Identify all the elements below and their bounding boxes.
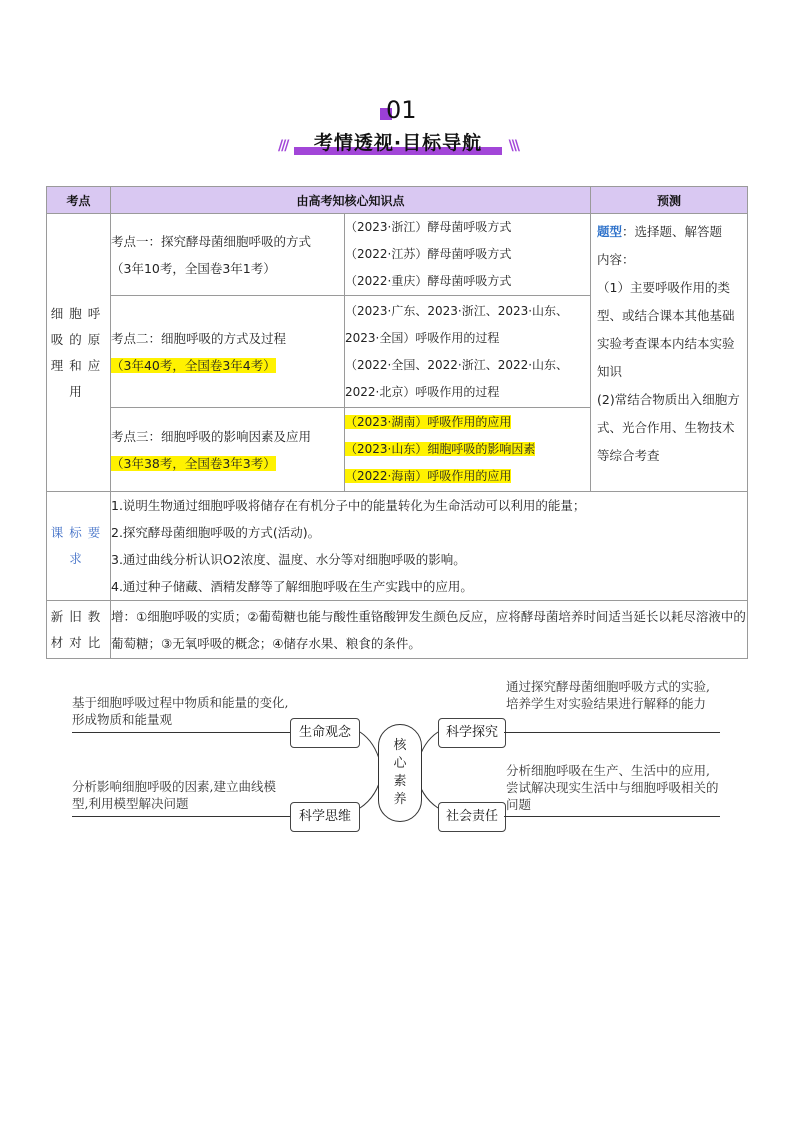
source-item: （2023·山东）细胞呼吸的影响因素 xyxy=(345,442,536,456)
table-row xyxy=(47,492,748,601)
exam-point-count: （3年10考，全国卷3年1考） xyxy=(111,260,276,276)
source-list-3 xyxy=(345,408,591,492)
scientific-thinking-text: 分析影响细胞呼吸的因素,建立曲线模型,利用模型解决问题 xyxy=(72,779,276,811)
scientific-thinking-box: 科学思维 xyxy=(290,802,360,832)
compare-cell xyxy=(111,601,748,659)
main-topic-cell: 细胞呼吸的原理和应用 xyxy=(47,214,111,492)
exam-point-title: 考点一：探究酵母菌细胞呼吸的方式 xyxy=(111,233,312,249)
header-exam-point: 考点 xyxy=(47,187,111,214)
exam-point-2 xyxy=(111,296,345,408)
header-prediction: 预测 xyxy=(591,187,748,214)
scientific-inquiry-line xyxy=(504,732,720,733)
social-responsibility-box: 社会责任 xyxy=(438,802,506,832)
scientific-inquiry-box: 科学探究 xyxy=(438,718,506,748)
header-knowledge: 由高考知核心知识点 xyxy=(111,187,591,214)
compare-label: 新旧教材对比 xyxy=(47,601,111,659)
exam-point-1 xyxy=(111,214,345,296)
table-row xyxy=(47,601,748,659)
life-concept-text: 基于细胞呼吸过程中物质和能量的变化,形成物质和能量观 xyxy=(72,695,289,727)
source-list-1 xyxy=(345,214,591,296)
source-item: （2022·重庆）酵母菌呼吸方式 xyxy=(345,274,512,288)
standard-item: 3.通过曲线分析认识O2浓度、温度、水分等对细胞呼吸的影响。 xyxy=(111,552,466,567)
table-header-row xyxy=(47,187,748,214)
content-label: 内容： xyxy=(597,252,635,267)
standards-cell xyxy=(111,492,748,601)
prediction-item-2: (2)常结合物质出入细胞方式、光合作用、生物技术等综合考查 xyxy=(597,392,740,463)
social-responsibility-line xyxy=(504,816,720,817)
type-value: ：选择题、解答题 xyxy=(622,224,723,239)
source-item: （2023·湖南）呼吸作用的应用 xyxy=(345,415,512,429)
source-item: （2022·海南）呼吸作用的应用 xyxy=(345,469,512,483)
exam-point-title: 考点二：细胞呼吸的方式及过程 xyxy=(111,330,287,346)
scientific-inquiry-text: 通过探究酵母菌细胞呼吸方式的实验,培养学生对实验结果进行解释的能力 xyxy=(506,679,710,711)
section-title-block xyxy=(278,128,518,158)
exam-point-title: 考点三：细胞呼吸的影响因素及应用 xyxy=(111,428,312,444)
prediction-item-1: （1）主要呼吸作用的类型、或结合课本其他基础实验考查课本内结本实验知识 xyxy=(597,280,735,379)
life-concept-line xyxy=(72,732,292,733)
table-row xyxy=(47,214,748,296)
standard-label: 课标要求 xyxy=(47,492,111,601)
scientific-thinking-line xyxy=(72,816,292,817)
section-title: 考情透视·目标导航 xyxy=(313,132,483,154)
standard-item: 4.通过种子储藏、酒精发酵等了解细胞呼吸在生产实践中的应用。 xyxy=(111,579,473,594)
core-literacy-label: 核心素养 xyxy=(393,738,407,807)
exam-point-count: （3年38考，全国卷3年3考） xyxy=(111,455,276,471)
compare-text: 增：①细胞呼吸的实质；②葡萄糖也能与酸性重铬酸钾发生颜色反应，应将酵母菌培养时间适当延长以耗尽溶液中的葡萄糖；③无氧呼吸的概念；④储存水果、粮食的条件。 xyxy=(111,608,746,651)
type-label: 题型 xyxy=(597,224,623,239)
source-item: （2023·浙江）酵母菌呼吸方式 xyxy=(345,220,512,234)
left-slashes: /// xyxy=(278,138,288,154)
standard-item: 1.说明生物通过细胞呼吸将储存在有机分子中的能量转化为生命活动可以利用的能量； xyxy=(111,498,586,513)
exam-point-count: （3年40考，全国卷3年4考） xyxy=(111,357,276,373)
source-item: （2023·广东、2023·浙江、2023·山东、2023·全国）呼吸作用的过程 xyxy=(345,303,569,345)
right-slashes: \\\ xyxy=(508,138,518,154)
standard-item: 2.探究酵母菌细胞呼吸的方式(活动)。 xyxy=(111,525,321,540)
exam-point-3 xyxy=(111,408,345,492)
social-responsibility-text: 分析细胞呼吸在生产、生活中的应用,尝试解决现实生活中与细胞呼吸相关的问题 xyxy=(506,763,719,812)
prediction-cell xyxy=(591,214,748,492)
section-number xyxy=(380,96,440,126)
source-item: （2022·全国、2022·浙江、2022·山东、2022·北京）呼吸作用的过程 xyxy=(345,357,569,399)
source-item: （2022·江苏）酵母菌呼吸方式 xyxy=(345,247,512,261)
source-list-2 xyxy=(345,296,591,408)
section-number-text: 01 xyxy=(386,96,417,124)
core-literacy-diagram xyxy=(60,674,740,844)
life-concept-box: 生命观念 xyxy=(290,718,360,748)
core-literacy-center xyxy=(378,724,422,822)
exam-overview-table xyxy=(46,186,748,659)
